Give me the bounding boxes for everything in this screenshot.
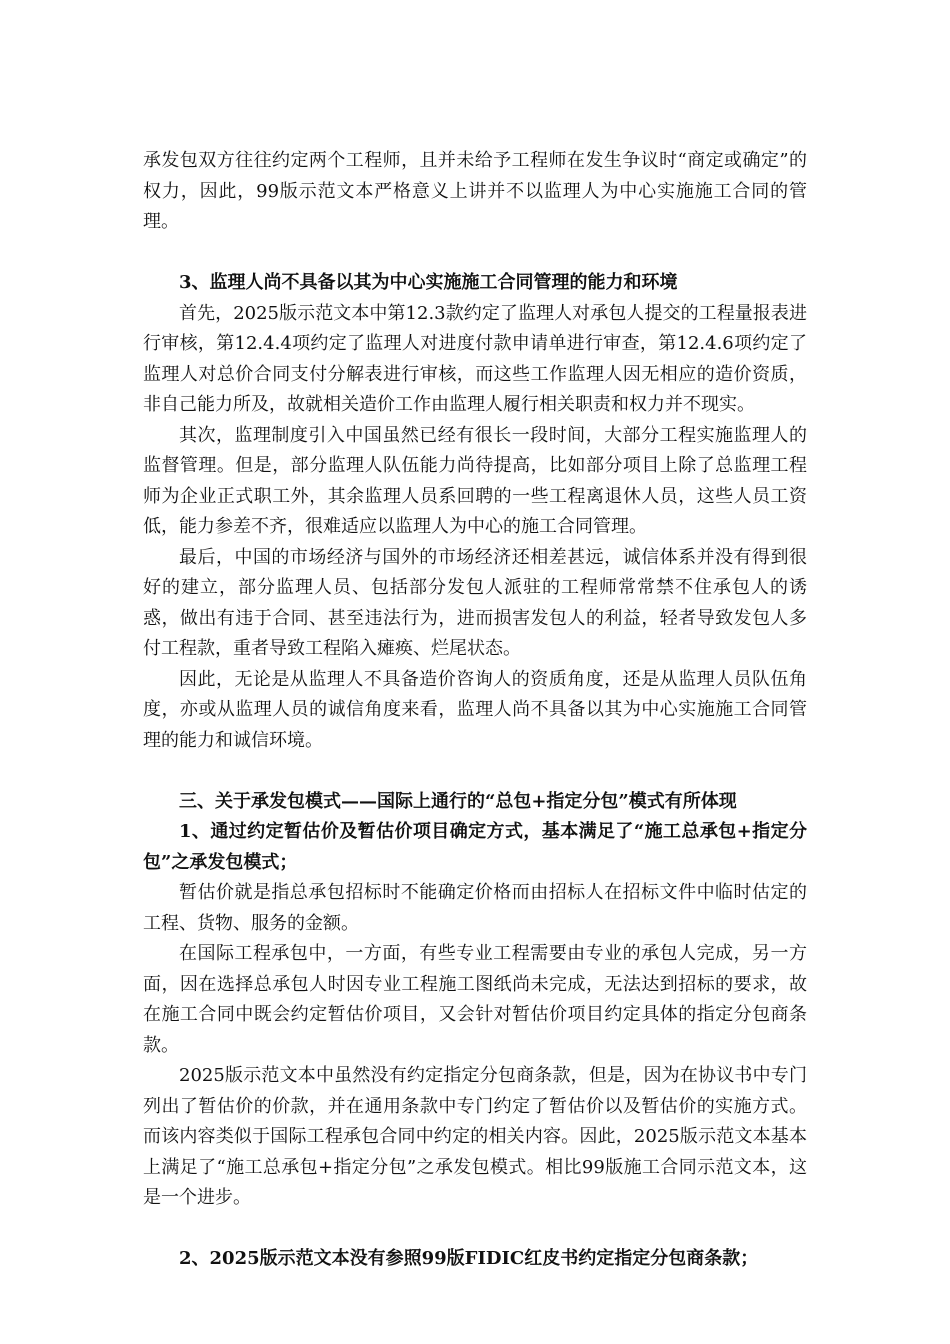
paragraph-international-practice: 在国际工程承包中，一方面，有些专业工程需要由专业的承包人完成，另一方面，因在选择总承包人时因专业工程施工图纸尚未完成，无法达到招标的要求，故在施工合同中既会约定暂估价项目，又会针对暂估价项目约定具体的指定分包商条款。 — [143, 943, 807, 1056]
paragraph-continuation: 承发包双方往往约定两个工程师，且并未给予工程师在发生争议时“商定或确定”的权力，因此，99版示范文本严格意义上讲并不以监理人为中心实施施工合同的管理。 — [143, 150, 807, 232]
chapter-heading-three: 三、关于承发包模式——国际上通行的“总包+指定分包”模式有所体现 — [179, 790, 737, 812]
paragraph-secondly: 其次，监理制度引入中国虽然已经有很长一段时间，大部分工程实施监理人的监督管理。但是，部分监理人队伍能力尚待提高，比如部分项目上除了总监理工程师为企业正式职工外，其余监理人员系回聘的一些工程离退休人员，这些人员工资低，能力参差不齐，很难适应以监理人为中心的施工合同管理。 — [143, 424, 807, 537]
section-heading-2: 2、2025版示范文本没有参照99版FIDIC红皮书约定指定分包商条款； — [179, 1248, 759, 1269]
section-heading-3: 3、监理人尚不具备以其为中心实施施工合同管理的能力和环境 — [179, 272, 678, 293]
paragraph-therefore: 因此，无论是从监理人不具备造价咨询人的资质角度，还是从监理人员队伍角度，亦或从监理人员的诚信角度来看，监理人尚不具备以其为中心实施施工合同管理的能力和诚信环境。 — [143, 668, 807, 751]
paragraph-firstly: 首先，2025版示范文本中第12.3款约定了监理人对承包人提交的工程量报表进行审核，第12.4.4项约定了监理人对进度付款申请单进行审查，第12.4.6项约定了监理人对总价合同支付分解表进行审核，而这些工作监理人因无相应的造价资质，非自己能力所及，故就相关造价工作由监理人履行相关职责和权力并不现实。 — [143, 302, 807, 415]
paragraph-finally: 最后，中国的市场经济与国外的市场经济还相差甚远，诚信体系并没有得到很好的建立，部分监理人员、包括部分发包人派驻的工程师常常禁不住承包人的诱惑，做出有违于合同、甚至违法行为，进而损害发包人的利益，轻者导致发包人多付工程款，重者导致工程陷入瘫痪、烂尾状态。 — [143, 546, 807, 659]
spacer — [143, 1214, 807, 1245]
section-heading-1: 1、通过约定暂估价及暂估价项目确定方式，基本满足了“施工总承包+指定分包”之承发包模式； — [143, 821, 807, 873]
paragraph-2025-version: 2025版示范文本中虽然没有约定指定分包商条款，但是，因为在协议书中专门列出了暂估价的价款，并在通用条款中专门约定了暂估价以及暂估价的实施方式。而该内容类似于国际工程承包合同中约定的相关内容。因此，2025版示范文本基本上满足了“施工总承包+指定分包”之承发包模式。相比99版施工合同示范文本，这是一个进步。 — [143, 1065, 807, 1208]
spacer — [143, 238, 807, 269]
paragraph-provisional-sum-definition: 暂估价就是指总承包招标时不能确定价格而由招标人在招标文件中临时估定的工程、货物、服务的金额。 — [143, 882, 807, 934]
spacer — [143, 756, 807, 787]
